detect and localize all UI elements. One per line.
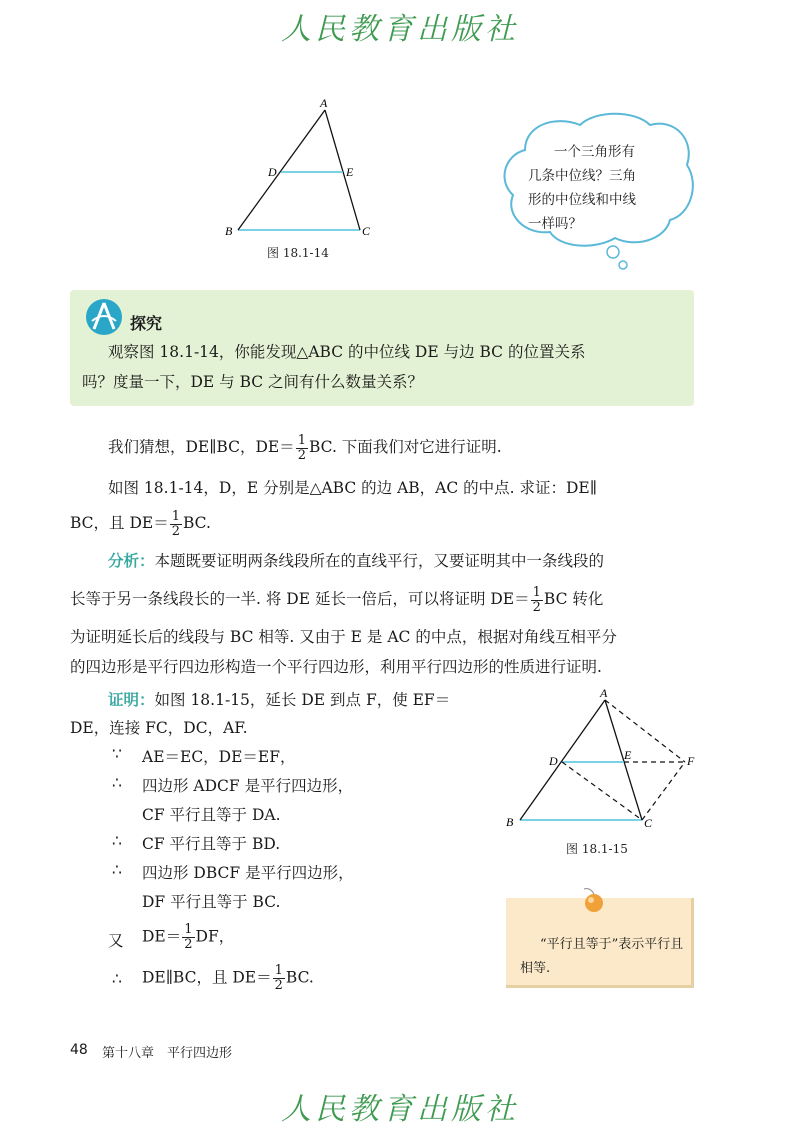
proof-you-pre: DE＝ (142, 927, 182, 946)
frac-den: 2 (274, 978, 283, 993)
cloud-line: 一个三角形有 (554, 144, 635, 160)
proof-step-text: CF 平行且等于 DA. (142, 806, 281, 824)
page-number: 48 (70, 1042, 88, 1058)
fraction-half (296, 434, 308, 463)
cloud-line: 几条中位线？三角 (528, 168, 636, 184)
proof-step-sym: ∴ (112, 861, 122, 879)
frac-num: 1 (171, 508, 180, 524)
segment-ab (238, 110, 325, 230)
label-f: F (687, 754, 695, 768)
cloud-text (528, 140, 678, 236)
problem-line2 (70, 504, 211, 542)
proof-you-sym: 又 (108, 932, 124, 950)
frac-num: 1 (274, 963, 283, 978)
explore-line1: 观察图 18.1-14，你能发现△ABC 的中位线 DE 与边 BC 的位置关系 (108, 343, 586, 361)
chapter-title: 第十八章 平行四边形 (102, 1046, 233, 1061)
label-b: B (506, 815, 514, 829)
figure-18-1-14 (215, 95, 385, 240)
analysis-line2-post: BC 转化 (543, 590, 604, 608)
cloud-bubble-1 (607, 246, 619, 258)
analysis-line1 (108, 542, 604, 580)
label-c: C (644, 816, 653, 830)
frac-num: 1 (297, 432, 306, 448)
fraction-half (170, 510, 182, 539)
problem-line1: 如图 18.1-14，D，E 分别是△ABC 的边 AB，AC 的中点. 求证：DE∥ (108, 479, 597, 497)
segment-cf (642, 762, 685, 820)
proof-final-sym: ∴ (112, 970, 122, 988)
analysis-line2-pre: 长等于另一条线段长的一半. 将 DE 延长一倍后，可以将证明 DE＝ (70, 590, 530, 608)
proof-label: 证明： (108, 690, 155, 709)
figure-18-1-15 (500, 685, 700, 835)
analysis-line4: 的四边形是平行四边形构造一个平行四边形，利用平行四边形的性质进行证明. (70, 658, 602, 676)
proof-step-text: 四边形 DBCF 是平行四边形， (142, 864, 354, 882)
proof-you-post: DF， (195, 927, 235, 946)
proof-step-sym: ∵ (112, 745, 122, 763)
segment-dc (562, 762, 642, 820)
fraction-half (531, 586, 543, 615)
analysis-text: 本题既要证明两条线段所在的直线平行，又要证明其中一条线段的 (154, 552, 605, 570)
analysis-line2 (70, 580, 603, 618)
analysis-label: 分析： (108, 551, 155, 570)
figure1-caption: 图 18.1-14 (267, 246, 329, 260)
footer-publisher-banner: 人民教育出版社 (281, 1092, 519, 1127)
header-publisher-banner: 人民教育出版社 (281, 12, 519, 47)
label-d: D (268, 165, 277, 179)
fraction-half (182, 923, 194, 952)
proof-step-sym: ∴ (112, 774, 122, 792)
proof-final-pre: DE∥BC，且 DE＝ (142, 968, 272, 987)
label-e: E (346, 165, 354, 179)
proof-you-line (142, 923, 234, 952)
segment-af (605, 700, 685, 762)
label-e: E (624, 748, 632, 762)
cloud-line: 形的中位线和中线 (528, 192, 636, 208)
proof-step-text: DF 平行且等于 BC. (142, 893, 281, 911)
proof-step-sym: ∴ (112, 832, 122, 850)
frac-num: 1 (184, 922, 193, 937)
label-a: A (320, 96, 328, 110)
explore-title: 探究 (130, 314, 163, 333)
proof-step-text: 四边形 ADCF 是平行四边形， (142, 777, 354, 795)
frac-den: 2 (532, 599, 541, 615)
segment-ab (520, 700, 605, 820)
frac-num: 1 (532, 584, 541, 600)
note-line1: “平行且等于”表示平行且 (540, 937, 684, 952)
problem-line2-post: BC. (183, 514, 211, 532)
proof-line1 (108, 688, 450, 710)
proof-final-line (142, 964, 314, 993)
proof-step-text: AE＝EC，DE＝EF， (142, 748, 296, 766)
conjecture-post: BC. 下面我们对它进行证明. (308, 438, 502, 456)
note-line2: 相等. (520, 961, 551, 976)
segment-ac (325, 110, 360, 230)
conjecture-pre: 我们猜想，DE∥BC，DE＝ (108, 438, 295, 456)
analysis-line3: 为证明延长后的线段与 BC 相等. 又由于 E 是 AC 的中点，根据对角线互相平分 (70, 628, 617, 646)
label-c: C (362, 224, 371, 238)
frac-den: 2 (171, 523, 180, 539)
compass-icon (84, 297, 124, 337)
proof-text: 如图 18.1-15，延长 DE 到点 F，使 EF＝ (154, 691, 451, 709)
fraction-half (273, 964, 285, 993)
label-d: D (549, 754, 558, 768)
problem-line2-pre: BC，且 DE＝ (70, 514, 169, 532)
label-a: A (600, 686, 608, 700)
cloud-line: 一样吗？ (528, 216, 582, 232)
proof-final-post: BC. (285, 968, 314, 987)
cloud-bubble-2 (619, 261, 627, 269)
conjecture (108, 428, 502, 466)
proof-step-text: CF 平行且等于 BD. (142, 835, 281, 853)
figure2-caption: 图 18.1-15 (566, 842, 628, 856)
proof-line2: DE，连接 FC，DC，AF. (70, 719, 248, 737)
label-b: B (225, 224, 233, 238)
explore-line2: 吗？度量一下，DE 与 BC 之间有什么数量关系？ (82, 373, 424, 391)
pin-icon (580, 885, 610, 915)
frac-den: 2 (184, 937, 193, 952)
frac-den: 2 (297, 447, 306, 463)
